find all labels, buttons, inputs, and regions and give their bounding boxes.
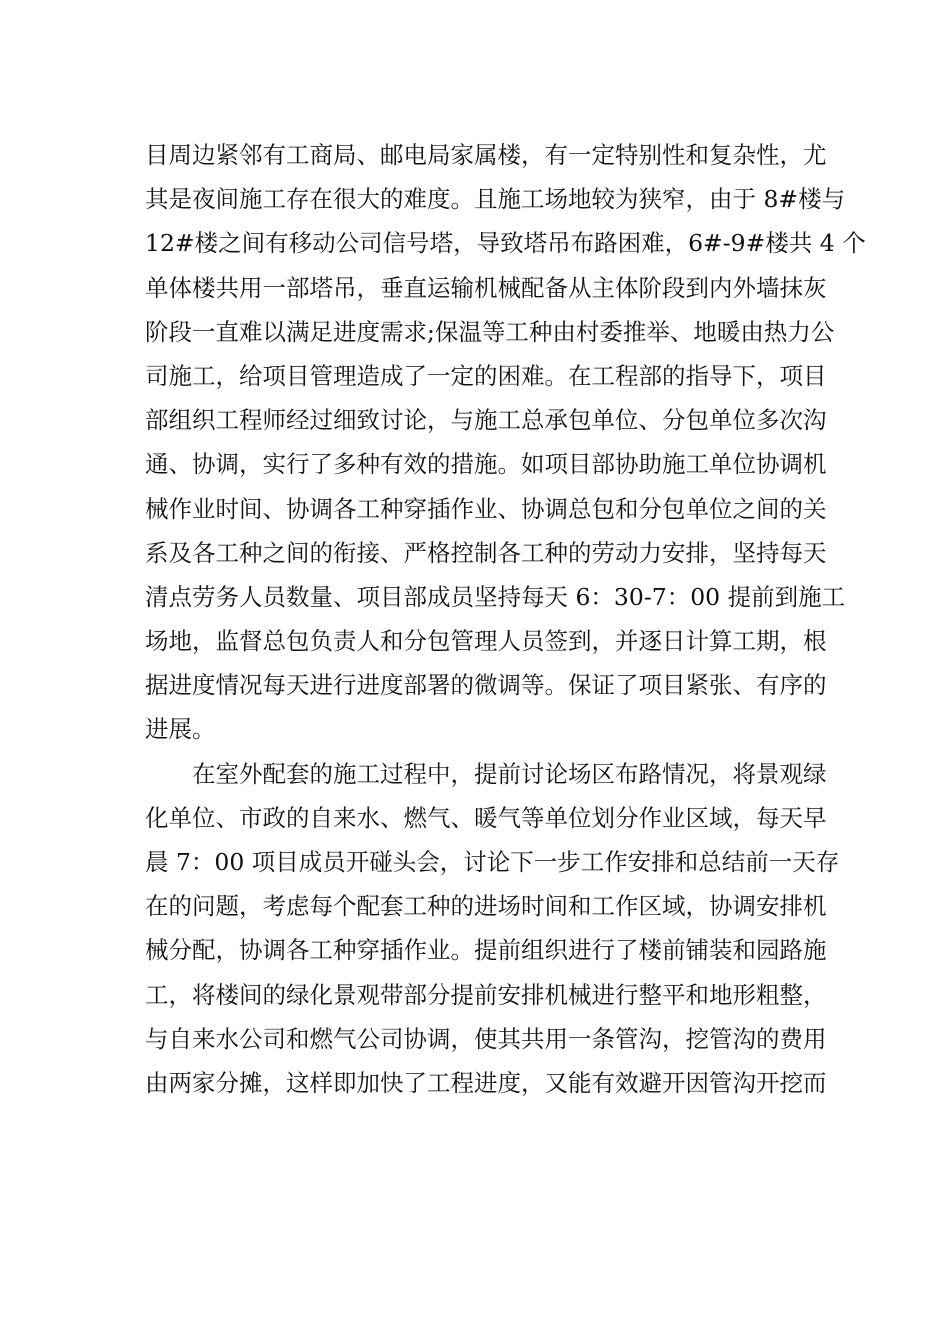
text-line: 据进度情况每天进行进度部署的微调等。保证了项目紧张、有序的 [145, 671, 827, 700]
text-line: 在的问题，考虑每个配套工种的进场时间和工作区域，协调安排机 [145, 892, 827, 921]
text-line: 12#楼之间有移动公司信号塔，导致塔吊布路困难，6#-9#楼共 4 个 [145, 229, 866, 258]
text-line: 其是夜间施工存在很大的难度。且施工场地较为狭窄，由于 8#楼与 [145, 185, 846, 214]
paragraph-first-line: 在室外配套的施工过程中，提前讨论场区布路情况，将景观绿 [192, 759, 827, 788]
text-line: 单体楼共用一部塔吊，垂直运输机械配备从主体阶段到内外墙抹灰 [145, 273, 827, 302]
text-line: 化单位、市政的自来水、燃气、暖气等单位划分作业区域，每天早 [145, 803, 827, 832]
text-line: 阶段一直难以满足进度需求;保温等工种由村委推举、地暖由热力公 [145, 317, 835, 346]
text-line: 司施工，给项目管理造成了一定的困难。在工程部的指导下，项目 [145, 361, 827, 390]
text-line: 部组织工程师经过细致讨论，与施工总承包单位、分包单位多次沟 [145, 406, 827, 435]
text-line: 由两家分摊，这样即加快了工程进度，又能有效避开因管沟开挖而 [145, 1068, 827, 1097]
text-line: 械作业时间、协调各工种穿插作业、协调总包和分包单位之间的关 [145, 494, 827, 523]
text-line: 目周边紧邻有工商局、邮电局家属楼，有一定特别性和复杂性，尤 [145, 141, 827, 169]
text-line: 进展。 [145, 715, 216, 744]
text-line: 通、协调，实行了多种有效的措施。如项目部协助施工单位协调机 [145, 450, 827, 479]
text-line: 场地，监督总包负责人和分包管理人员签到，并逐日计算工期，根 [145, 627, 827, 656]
text-line: 械分配，协调各工种穿插作业。提前组织进行了楼前铺装和园路施 [145, 936, 827, 965]
text-line: 系及各工种之间的衔接、严格控制各工种的劳动力安排，坚持每天 [145, 538, 827, 567]
document-body [145, 133, 866, 1105]
text-line: 工，将楼间的绿化景观带部分提前安排机械进行整平和地形粗整， [145, 980, 827, 1009]
text-line: 与自来水公司和燃气公司协调，使其共用一条管沟，挖管沟的费用 [145, 1024, 827, 1053]
text-line: 晨 7：00 项目成员开碰头会，讨论下一步工作安排和总结前一天存 [145, 848, 840, 876]
text-line: 清点劳务人员数量、项目部成员坚持每天 6：30-7：00 提前到施工 [145, 582, 846, 611]
